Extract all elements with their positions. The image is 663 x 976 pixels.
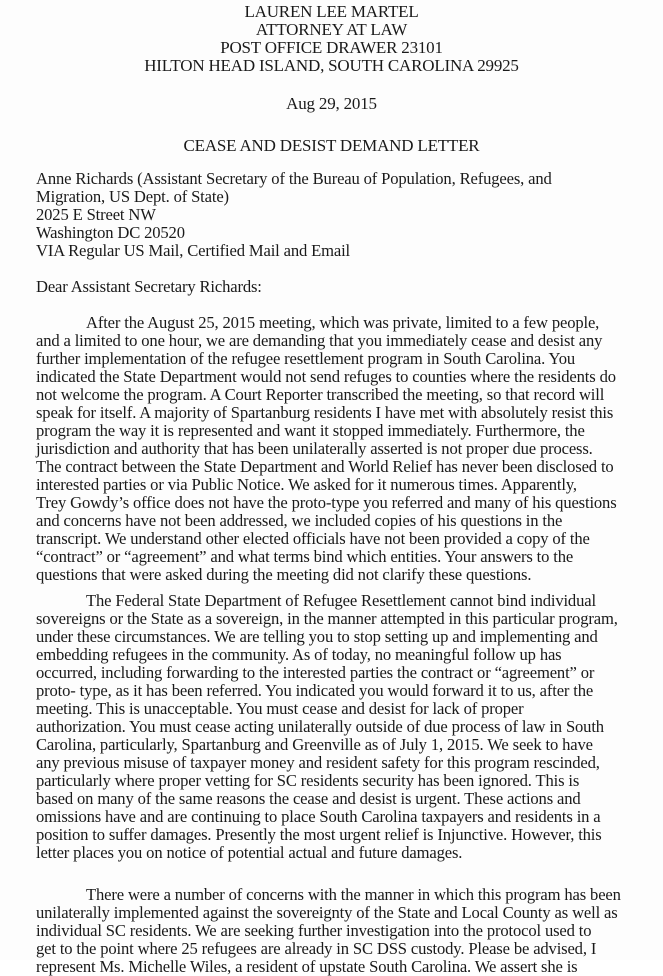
paragraph-2-line: Carolina, particularly, Spartanburg and Greenville as of July 1, 2015. We seek to have	[36, 735, 593, 754]
attorney-title: ATTORNEY AT LAW	[255, 20, 408, 39]
paragraph-3-line: get to the point where 25 refugees are already in SC DSS custody. Please be advised, I	[36, 939, 597, 958]
paragraph-2-line: particularly where proper vetting for SC residents security has been ignored. This is	[36, 771, 580, 790]
paragraph-3-line: represent Ms. Michelle Wiles, a resident of upstate South Carolina. We assert she is	[36, 957, 578, 976]
paragraph-2-line: any previous misuse of taxpayer money and resident safety for this program rescinded,	[36, 753, 600, 772]
paragraph-2-line: proto- type, as it has been referred. You indicated you would forward it to us, after the	[36, 681, 594, 700]
paragraph-1-line: The contract between the State Department and World Relief has never been disclosed to	[36, 457, 614, 476]
paragraph-2-line: letter places you on notice of potential actual and future damages.	[36, 843, 463, 862]
paragraph-1-line: After the August 25, 2015 meeting, which was private, limited to a few people,	[86, 313, 600, 332]
recipient-line: Migration, US Dept. of State)	[36, 187, 229, 206]
paragraph-1-line: and a limited to one hour, we are demanding that you immediately cease and desist any	[36, 331, 603, 350]
paragraph-1-line: jurisdiction and authority that has been unilaterally asserted is not proper due process.	[36, 439, 593, 458]
recipient-line: Washington DC 20520	[36, 223, 185, 242]
document-title: CEASE AND DESIST DEMAND LETTER	[183, 136, 480, 155]
paragraph-1-line: program the way it is represented and want it stopped immediately. Furthermore, the	[36, 421, 585, 440]
paragraph-1-line: questions that were asked during the meeting did not clarify these questions.	[36, 565, 532, 584]
paragraph-2-line: The Federal State Department of Refugee Resettlement cannot bind individual	[86, 591, 596, 610]
paragraph-2-line: authorization. You must cease acting unilaterally outside of due process of law in South	[36, 717, 604, 736]
paragraph-2-line: based on many of the same reasons the cease and desist is urgent. These actions and	[36, 789, 581, 808]
paragraph-2-line: meeting. This is unacceptable. You must cease and desist for lack of proper	[36, 699, 524, 718]
paragraph-1-line: indicated the State Department would not send refuges to counties where the residents do	[36, 367, 616, 386]
paragraph-2-line: embedding refugees in the community. As of today, no meaningful follow up has	[36, 645, 562, 664]
address-line-1: POST OFFICE DRAWER 23101	[220, 38, 443, 57]
paragraph-1-line: not welcome the program. A Court Reporter transcribed the meeting, so that record will	[36, 385, 605, 404]
attorney-name: LAUREN LEE MARTEL	[244, 2, 419, 21]
address-line-2: HILTON HEAD ISLAND, SOUTH CAROLINA 29925	[144, 56, 519, 75]
paragraph-2-line: omissions have and are continuing to place South Carolina taxpayers and residents in a	[36, 807, 601, 826]
paragraph-1-line: further implementation of the refugee resettlement program in South Carolina. You	[36, 349, 575, 368]
paragraph-3-line: unilaterally implemented against the sovereignty of the State and Local County as well as	[36, 903, 618, 922]
paragraph-3-line: individual SC residents. We are seeking further investigation into the protocol used to	[36, 921, 592, 940]
paragraph-2-line: position to suffer damages. Presently the most urgent relief is Injunctive. However, this	[36, 825, 602, 844]
paragraph-1-line: transcript. We understand other elected officials have not been provided a copy of the	[36, 529, 590, 548]
paragraph-1-line: “contract” or “agreement” and what terms bind which entities. Your answers to the	[36, 547, 574, 566]
letter-date: Aug 29, 2015	[286, 94, 377, 113]
paragraph-2-line: under these circumstances. We are telling you to stop setting up and implementing and	[36, 627, 598, 646]
salutation: Dear Assistant Secretary Richards:	[36, 277, 262, 296]
paragraph-3-line: There were a number of concerns with the manner in which this program has been	[86, 885, 621, 904]
recipient-line: Anne Richards (Assistant Secretary of the Bureau of Population, Refugees, and	[36, 169, 552, 188]
recipient-line: 2025 E Street NW	[36, 205, 156, 224]
paragraph-1-line: Trey Gowdy’s office does not have the proto-type you referred and many of his questions	[36, 493, 617, 512]
paragraph-2-line: occurred, including forwarding to the interested parties the contract or “agreement” or	[36, 663, 595, 682]
paragraph-1-line: interested parties or via Public Notice. We asked for it numerous times. Apparently,	[36, 475, 577, 494]
recipient-line: VIA Regular US Mail, Certified Mail and Email	[36, 241, 351, 260]
paragraph-2-line: sovereigns or the State as a sovereign, in the manner attempted in this particular program,	[36, 609, 618, 628]
paragraph-1-line: and concerns have not been addressed, we included copies of his questions in the	[36, 511, 563, 530]
paragraph-1-line: speak for itself. A majority of Spartanburg residents I have met with absolutely resist this	[36, 403, 614, 422]
